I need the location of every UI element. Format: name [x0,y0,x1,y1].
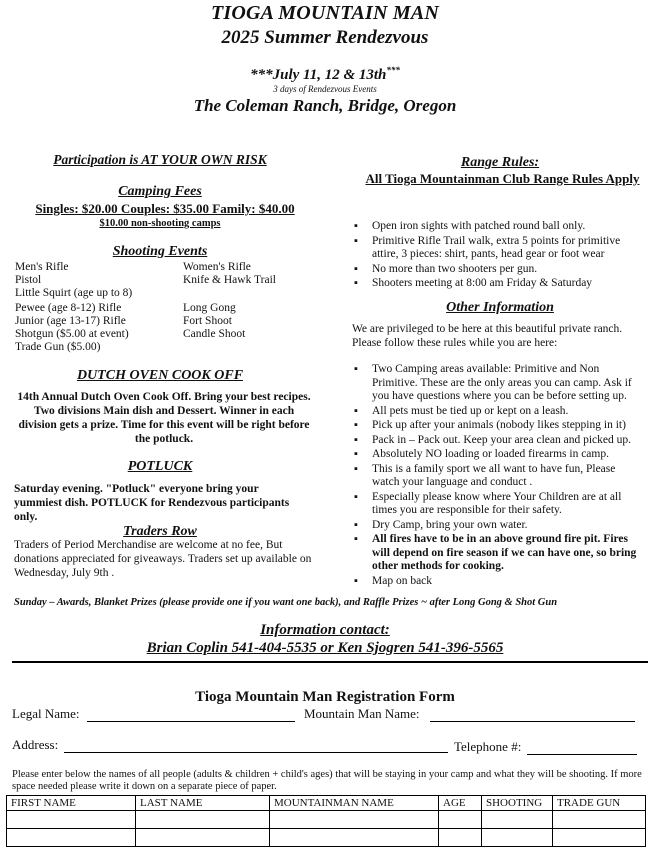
range-rule: ▪ No more than two shooters per gun. [352,263,642,277]
range-rule: ▪ Primitive Rifle Trail walk, extra 5 points for primitive attire, 3 pieces: shirt, pants, head gear or foot wear [352,235,642,262]
range-rules-heading: Range Rules: [460,155,540,170]
traders-text: Traders of Period Merchandise are welcome at no fee, But donations appreciated for giveaways. Traders set up available on Wednesday, July 9th . [14,539,312,579]
event-item: Men's Rifle [15,261,69,273]
risk-heading: Participation is AT YOUR OWN RISK [53,152,267,167]
camp-rule: ▪ Pick up after your animals (nobody likes stepping in it) [352,419,642,433]
trade-gun-cell[interactable] [553,829,646,847]
event-item: Fort Shoot [183,315,232,327]
column-header: MOUNTAINMAN NAME [270,796,439,811]
camp-rule: ▪ Especially please know where Your Children are at all times you are responsible for their safety. [352,491,642,518]
trade-gun-cell[interactable] [553,811,646,829]
address-field[interactable] [64,751,448,753]
event-item: Trade Gun ($5.00) [15,341,101,353]
contact-names: Brian Coplin 541-404-5535 or Ken Sjogren 541-396-5565 [146,640,504,656]
column-header: AGE [439,796,482,811]
camp-rule: ▪ Map on back [352,575,642,589]
mountainman-name-cell[interactable] [270,829,439,847]
range-rules-list [352,220,642,292]
event-item: Junior (age 13-17) Rifle [15,315,126,327]
other-info-list [352,363,642,589]
table-header-row [7,796,646,811]
age-cell[interactable] [439,811,482,829]
camp-rule: ▪ All pets must be tied up or kept on a leash. [352,405,642,419]
camp-rule: ▪ Absolutely NO loading or loaded firearms in camp. [352,448,642,462]
last-name-cell[interactable] [136,811,270,829]
column-header: LAST NAME [136,796,270,811]
event-item [183,287,323,300]
column-header: TRADE GUN [553,796,646,811]
last-name-cell[interactable] [136,829,270,847]
event-item: Shotgun ($5.00 at event) [15,328,129,340]
camping-fees: Singles: $20.00 Couples: $35.00 Family: $40.00 [35,201,295,216]
legal-name-field[interactable] [87,720,295,722]
potluck-text: Saturday evening. "Potluck" everyone bring your yummiest dish. POTLUCK for Rendezvous participants only. [14,483,290,523]
traders-heading: Traders Row [123,524,197,539]
address-label: Address: [12,737,59,752]
event-item: Women's Rifle [183,261,251,273]
camp-rule: ▪ All fires have to be in an above ground fire pit. Fires will depend on fire season if we can have one, so bring other methods for cooking. [352,533,642,574]
event-dates-text: ***July 11, 12 & 13th [250,67,387,83]
camp-rule: ▪ Pack in – Pack out. Keep your area clean and picked up. [352,434,642,448]
dutch-oven-text: 14th Annual Dutch Oven Cook Off. Bring your best recipes. Two divisions Main dish and Dessert. Winner in each division gets a prize. Time for this event will be right before the potluck. [17,391,311,445]
event-item: Knife & Hawk Trail [183,274,276,286]
event-item: Pewee (age 8-12) Rifle [15,302,122,314]
shooting-events-list [15,261,323,354]
shooting-cell[interactable] [482,811,553,829]
event-location: The Coleman Ranch, Bridge, Oregon [193,96,457,115]
event-item: Pistol [15,274,42,286]
mountain-name-label: Mountain Man Name: [304,706,420,721]
first-name-cell[interactable] [7,829,136,847]
flyer-subtitle: 2025 Summer Rendezvous [221,27,429,48]
days-note: 3 days of Rendezvous Events [273,84,377,94]
other-info-heading: Other Information [446,300,554,315]
age-cell[interactable] [439,829,482,847]
flyer-title: TIOGA MOUNTAIN MAN [210,2,440,24]
dutch-oven-heading: DUTCH OVEN COOK OFF [76,368,244,383]
event-item: Little Squirt (age up to 8) [15,287,133,299]
camp-rule: ▪ Two Camping areas available: Primitive and Non Primitive. These are the only areas you can camp. Ask if you have questions where you can be before setting up. [352,363,642,404]
telephone-field[interactable] [527,753,637,755]
event-item: Long Gong [183,302,236,314]
non-shooting-fee: $10.00 non-shooting camps [99,218,221,229]
event-dates-stars: *** [386,65,400,75]
column-header: FIRST NAME [7,796,136,811]
shooting-cell[interactable] [482,829,553,847]
range-rules-subheading: All Tioga Mountainman Club Range Rules Apply [365,171,640,186]
form-title: Tioga Mountain Man Registration Form [195,689,455,705]
table-row [7,829,646,847]
event-item [183,341,323,354]
table-row [7,811,646,829]
column-header: SHOOTING [482,796,553,811]
mountainman-name-cell[interactable] [270,811,439,829]
camp-rule: ▪ Dry Camp, bring your own water. [352,519,642,533]
contact-heading: Information contact: [260,622,390,638]
range-rule: ▪ Shooters meeting at 8:00 am Friday & Saturday [352,277,642,291]
camping-heading: Camping Fees [118,184,202,199]
other-info-intro: We are privileged to be here at this beautiful private ranch. Please follow these rules while you are here: [352,323,623,349]
camp-rule: ▪ This is a family sport we all want to have fun, Please watch your language and conduct . [352,463,642,490]
legal-name-label: Legal Name: [12,706,80,721]
section-divider [12,661,648,663]
mountain-name-field[interactable] [430,720,635,722]
potluck-heading: POTLUCK [127,459,193,474]
event-item: Candle Shoot [183,328,246,340]
shooting-heading: Shooting Events [112,244,208,259]
telephone-label: Telephone #: [454,739,522,754]
event-dates [0,65,650,84]
range-rule: ▪ Open iron sights with patched round ball only. [352,220,642,234]
form-instructions: Please enter below the names of all people (adults & children + child's ages) that will be staying in your camp and what they will be shooting. If more space needed please write it down on a separate piece of paper. [12,769,642,792]
sunday-note: Sunday – Awards, Blanket Prizes (please provide one if you want one back), and Raffle Prizes ~ after Long Gong & Shot Gun [14,597,558,608]
registration-table [6,795,646,847]
first-name-cell[interactable] [7,811,136,829]
